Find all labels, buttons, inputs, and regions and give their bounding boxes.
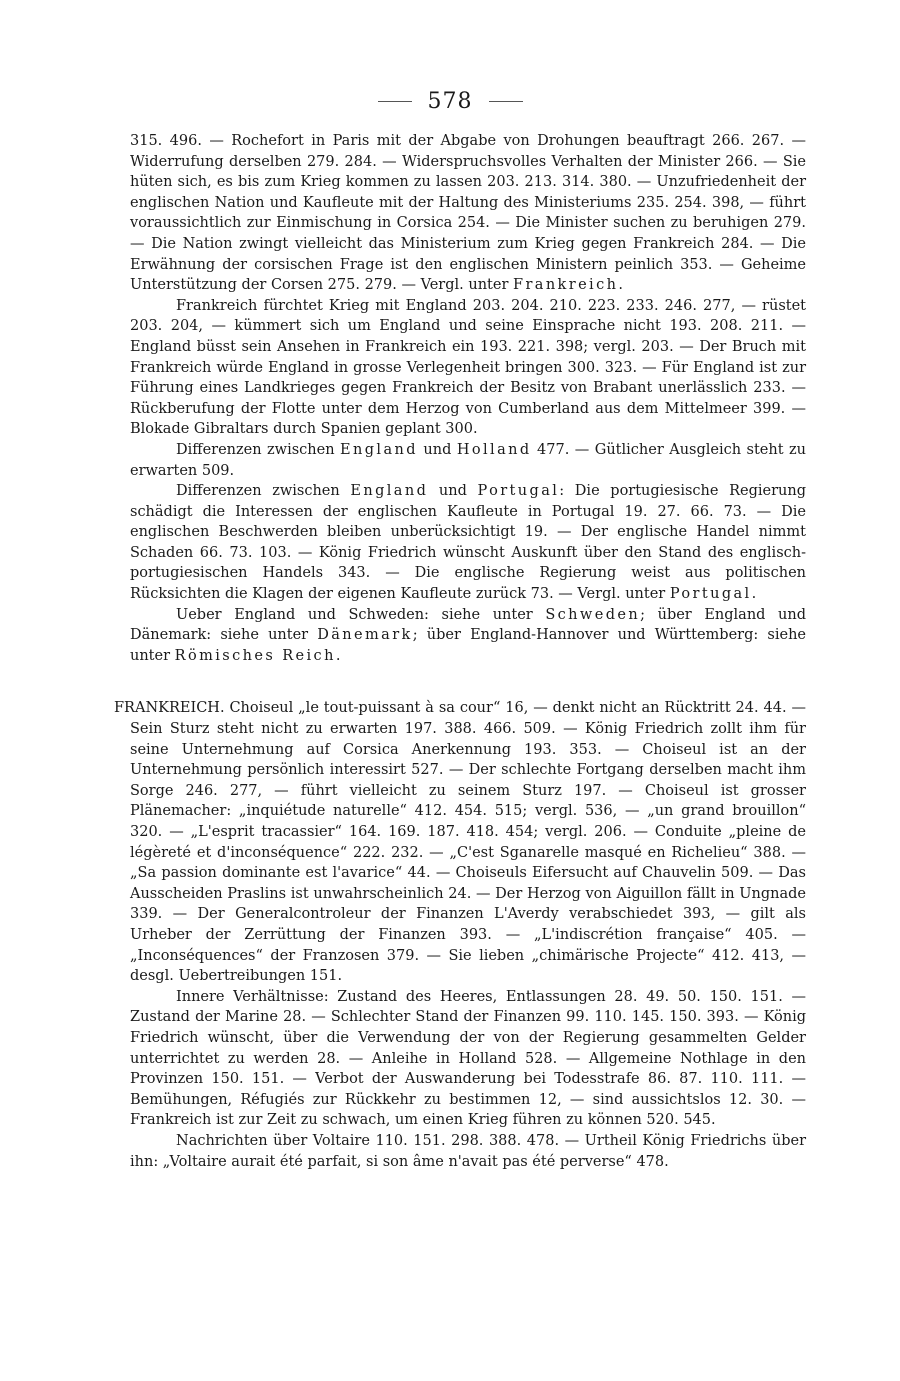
text-segment: .	[618, 277, 623, 294]
text-segment: und	[417, 441, 457, 458]
text-segment: Frankreich fürchtet Krieg mit England 203. 204. 210. 223. 233. 246. 277, — rüstet 203. 204, — kümmert sich um England und seine Einsprache nicht 193. 208. 211. — England büsst sein Ansehen in Frankreich ein 193. 221. 398; vergl. 203. — Der Bruch mit Frankreich würde England in grosse Verlegenheit bringen 300. 323. — Für England ist zur Führung eines Landkrieges gegen Frankreich der Besitz von Brabant unerlässlich 233. — Rückberufung der Flotte unter dem Herzog von Cumberland aus dem Mittelmeer 399. — Blokade Gibraltars durch Spanien geplant 300.	[130, 297, 806, 438]
text-segment: Differenzen zwischen	[176, 441, 341, 458]
text-segment: ; über England und Dänemark: siehe unter	[130, 606, 807, 644]
header-rule-right	[489, 101, 523, 102]
spaced-keyword: England	[350, 483, 429, 500]
text-segment: 477. — Gütlicher Ausgleich steht zu erwarten 509.	[130, 441, 806, 479]
header-rule-left	[378, 101, 412, 102]
page-header	[0, 86, 900, 116]
text-segment: und	[428, 483, 478, 500]
spaced-keyword: England	[340, 441, 418, 458]
index-paragraph	[130, 481, 806, 605]
text-segment: Innere Verhältnisse: Zustand des Heeres, Entlassungen 28. 49. 50. 150. 151. — Zustand der Marine 28. — Schlechter Stand der Finanzen 99. 110. 145. 150. 393. — König Friedrich wünscht, über die Verwendung der von der Regierung gesammelten Gelder unterrichtet zu werden 28. — Anleihe in Holland 528. — Allgemeine Nothlage in den Provinzen 150. 151. — Verbot der Auswanderung bei Todesstrafe 86. 87. 110. 111. — Bemühungen, Réfugiés zur Rückkehr zu bestimmen 12, — sind aussichtslos 12. 30. — Frankreich ist zur Zeit zu schwach, um einen Krieg führen zu können 520. 545.	[130, 988, 806, 1129]
page-number: 578	[427, 88, 473, 114]
spaced-keyword: Frankreich	[512, 277, 619, 294]
spaced-keyword: Römisches Reich	[174, 647, 336, 664]
index-paragraph	[130, 296, 806, 440]
text-segment: : Die portugiesische Regierung schädigt die Interessen der englischen Kaufleute in Portugal 19. 27. 66. 73. — Die englischen Beschwerden bleiben unberücksichtigt 19. — Der englische Handel nimmt Schaden 66. 73. 103. — König Friedrich wünscht Auskunft über den Stand des englisch-portugiesischen Handels 343. — Die englische Regierung weist aus politischen Rücksichten die Klagen der eigenen Kaufleute zurück 73. — Vergl. unter	[130, 483, 806, 603]
text-segment: Differenzen zwischen	[176, 483, 351, 500]
index-paragraph	[130, 1131, 806, 1172]
index-entry-heading-paragraph	[114, 698, 806, 986]
spaced-keyword: Schweden	[545, 606, 641, 623]
text-segment: .	[751, 586, 757, 603]
text-segment: FRANKREICH. Choiseul „le tout-puissant à sa cour“ 16, — denkt nicht an Rücktritt 24. 44. — Sein Sturz steht nicht zu erwarten 197. 388. 466. 509. — König Friedrich zollt ihm für seine Unternehmung auf Corsica Anerkennung 193. 353. — Choiseul ist an der Unternehmung persönlich interessirt 527. — Der schlechte Fortgang derselben macht ihm Sorge 246. 277, — führt vielleicht zu seinem Sturz 197. — Choiseul ist grosser Plänemacher: „inquiétude naturelle“ 412. 454. 515; vergl. 536, — „un grand brouillon“ 320. — „L'esprit tracassier“ 164. 169. 187. 418. 454; vergl. 206. — Conduite „pleine de légèreté et d'inconséquence“ 222. 232. — „C'est Sganarelle masqué en Richelieu“ 388. — „Sa passion dominante est l'avarice“ 44. — Choiseuls Eifersucht auf Chauvelin 509. — Das Ausscheiden Praslins ist unwahrscheinlich 24. — Der Herzog von Aiguillon fällt in Ungnade 339. — Der Generalcontroleur der Finanzen L'Averdy verabschiedet 393, — gilt als Urheber der Zerrüttung der Finanzen 393. — „L'indiscrétion française“ 405. — „Inconséquences“ der Franzosen 379. — Sie lieben „chimärische Projecte“ 412. 413, — desgl. Uebertreibungen 151.	[114, 700, 806, 985]
spaced-keyword: Portugal	[477, 483, 560, 500]
spaced-keyword: Holland	[456, 441, 532, 458]
text-segment: ; über England-Hannover und Württemberg: siehe unter	[130, 627, 806, 664]
spaced-keyword: Portugal	[669, 586, 752, 603]
text-segment: 315. 496. — Rochefort in Paris mit der Abgabe von Drohungen beauftragt 266. 267. — Widerrufung derselben 279. 284. — Widerspruchsvolles Verhalten der Minister 266. — Sie hüten sich, es bis zum Krieg kommen zu lassen 203. 213. 314. 380. — Unzufriedenheit der englischen Nation und Kaufleute mit der Haltung des Ministeriums 235. 254. 398, — führt voraussichtlich zur Einmischung in Corsica 254. — Die Minister suchen zu beruhigen 279. — Die Nation zwingt vielleicht das Ministerium zum Krieg gegen Frankreich 284. — Die Erwähnung der corsischen Frage ist den englischen Ministern peinlich 353. — Geheime Unterstützung der Corsen 275. 279. — Vergl. unter	[130, 133, 806, 294]
index-text	[114, 131, 807, 1172]
index-paragraph	[130, 605, 806, 667]
index-paragraph	[130, 440, 806, 481]
text-segment: Ueber England und Schweden: siehe unter	[176, 606, 546, 623]
text-segment: Nachrichten über Voltaire 110. 151. 298. 388. 478. — Urtheil König Friedrichs über ihn: „Voltaire aurait été parfait, si son âme n'avait pas été perverse“ 478.	[130, 1132, 806, 1170]
text-segment: .	[335, 647, 341, 664]
index-paragraph	[130, 131, 806, 296]
spaced-keyword: Dänemark	[317, 627, 413, 644]
index-paragraph	[130, 987, 806, 1131]
